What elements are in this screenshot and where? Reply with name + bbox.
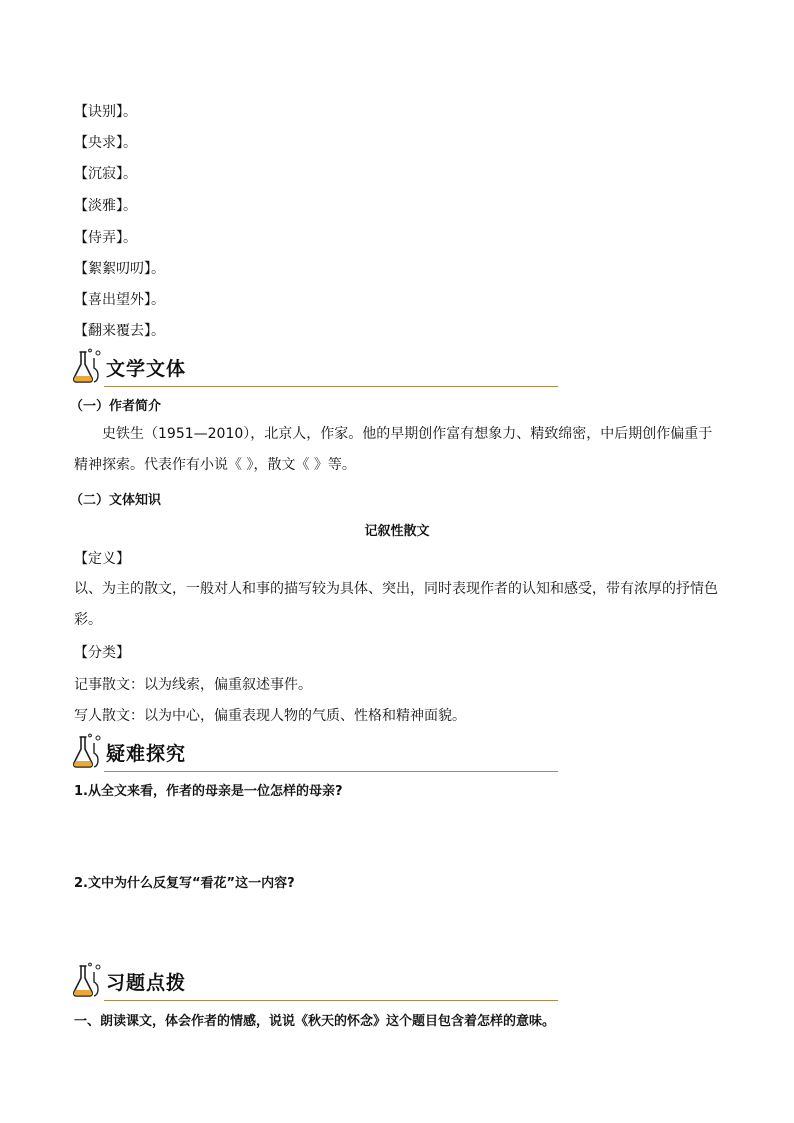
flask-icon (72, 962, 102, 998)
section-divider (104, 386, 558, 387)
vocab-item: 【淡雅】。 (74, 198, 137, 214)
genre-title: 记叙性散文 (364, 524, 430, 539)
question-item: 2.文中为什么反复写“看花”这一内容? (74, 876, 295, 891)
definition-paragraph: 以、为主的散文，一般对人和事的描写较为具体、突出，同时表现作者的认知和感受，带有浓厚的抒情色彩。 (74, 581, 718, 628)
section-title: 习题点拨 (106, 972, 187, 994)
author-heading: （一）作者简介 (70, 399, 162, 414)
flask-icon (72, 733, 102, 769)
question-item: 1.从全文来看，作者的母亲是一位怎样的母亲? (74, 784, 343, 799)
vocab-item: 【诀别】。 (74, 104, 137, 120)
section-header-exercise (72, 962, 558, 1002)
author-paragraph: 史铁生（1951—2010），北京人，作家。他的早期创作富有想象力、精致绵密，中后期创作偏重于精神探索。代表作有小说《 》，散文《 》等。 (74, 426, 713, 473)
exercise-question: 一、朗读课文，体会作者的情感，说说《秋天的怀念》这个题目包含着怎样的意味。 (74, 1014, 556, 1029)
genre-heading: （二）文体知识 (70, 493, 162, 508)
section-divider (104, 1000, 558, 1001)
category-person: 写人散文：以为中心，偏重表现人物的气质、性格和精神面貌。 (74, 708, 466, 724)
vocab-item: 【侍弄】。 (74, 230, 137, 246)
category-label: 【分类】 (74, 645, 130, 661)
section-header-literature (72, 348, 558, 388)
section-title: 疑难探究 (106, 743, 187, 765)
vocab-item: 【喜出望外】。 (74, 292, 165, 308)
category-event: 记事散文：以为线索，偏重叙述事件。 (74, 677, 312, 693)
vocab-item: 【央求】。 (74, 135, 137, 151)
vocab-item: 【絮絮叨叨】。 (74, 261, 165, 277)
vocab-item: 【沉寂】。 (74, 166, 137, 182)
flask-icon (72, 348, 102, 384)
section-header-difficulty (72, 733, 558, 773)
section-divider (104, 771, 558, 772)
section-title: 文学文体 (106, 358, 187, 380)
definition-label: 【定义】 (74, 551, 130, 567)
vocab-item: 【翻来覆去】。 (74, 323, 165, 339)
